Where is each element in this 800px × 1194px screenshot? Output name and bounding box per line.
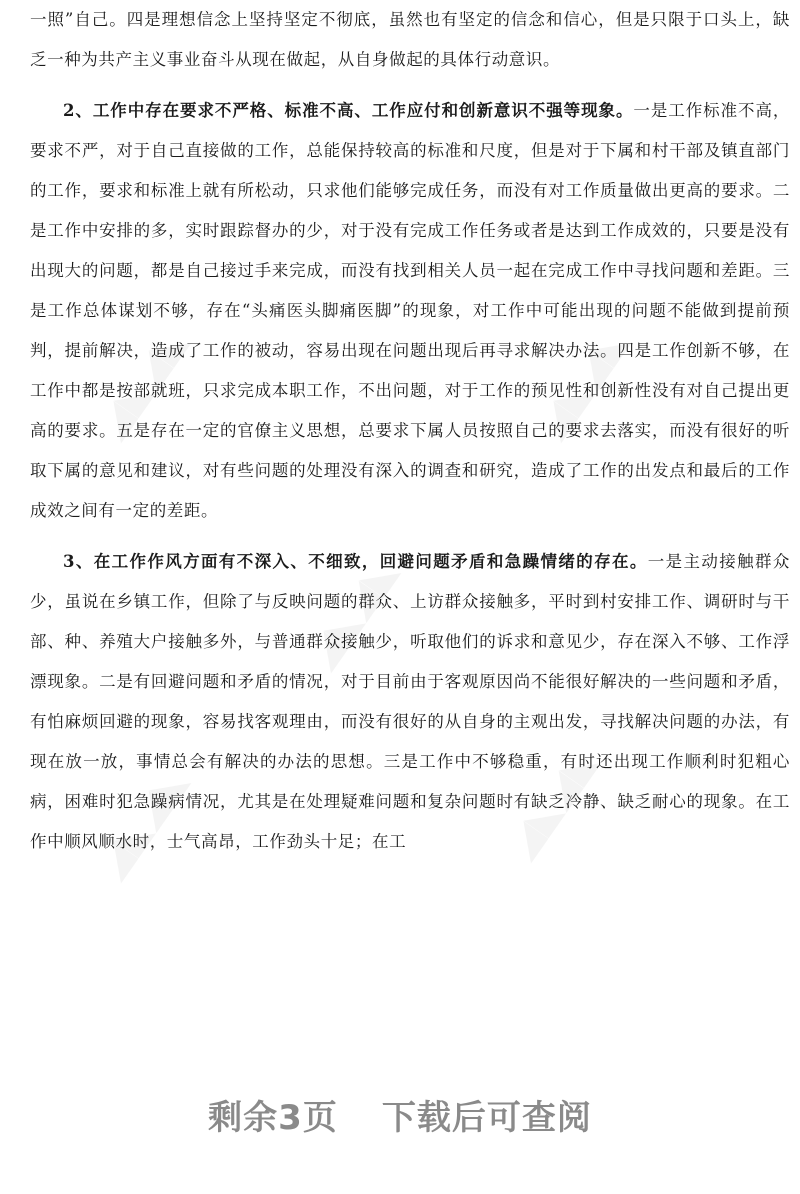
section-2-paragraph <box>30 91 790 531</box>
remaining-pages-label: 剩余3页 <box>208 1098 338 1138</box>
download-prompt-banner[interactable] <box>0 1090 800 1146</box>
download-to-view-label: 下载后可查阅 <box>381 1098 592 1138</box>
document-body <box>30 0 790 862</box>
continuation-text: 一照”自己。四是理想信念上坚持坚定不彻底，虽然也有坚定的信念和信心，但是只限于口头上，缺乏一种为共产主义事业奋斗从现在做起，从自身做起的具体行动意识。 <box>30 10 790 69</box>
section-2-body: 一是工作标准不高，要求不严，对于自己直接做的工作，总能保持较高的标准和尺度，但是对于下属和村干部及镇直部门的工作，要求和标准上就有所松动，只求他们能够完成任务，而没有对工作质量做出更高的要求。二是工作中安排的多，实时跟踪督办的少，对于没有完成工作任务或者是达到工作成效的，只要是没有出现大的问题，都是自己接过手来完成，而没有找到相关人员一起在完成工作中寻找问题和差距。三是工作总体谋划不够，存在“头痛医头脚痛医脚”的现象，对工作中可能出现的问题不能做到提前预判，提前解决，造成了工作的被动，容易出现在问题出现后再寻求解决办法。四是工作创新不够，在工作中都是按部就班，只求完成本职工作，不出问题，对于工作的预见性和创新性没有对自己提出更高的要求。五是存在一定的官僚主义思想，总要求下属人员按照自己的要求去落实，而没有很好的听取下属的意见和建议，对有些问题的处理没有深入的调查和研究，造成了工作的出发点和最后的工作成效之间有一定的差距。 <box>30 101 791 520</box>
continuation-paragraph <box>30 0 790 80</box>
section-3-body: 一是主动接触群众少，虽说在乡镇工作，但除了与反映问题的群众、上访群众接触多，平时到村安排工作、调研时与干部、种、养殖大户接触多外，与普通群众接触少，听取他们的诉求和意见少，存在深入不够、工作浮漂现象。二是有回避问题和矛盾的情况，对于目前由于客观原因尚不能很好解决的一些问题和矛盾，有怕麻烦回避的现象，容易找客观理由，而没有很好的从自身的主观出发，寻找解决问题的办法，有现在放一放，事情总会有解决的办法的思想。三是工作中不够稳重，有时还出现工作顺利时犯粗心病，困难时犯急躁病情况，尤其是在处理疑难问题和复杂问题时有缺乏冷静、缺乏耐心的现象。在工作中顺风顺水时，士气高昂，工作劲头十足；在工 <box>30 552 790 851</box>
section-3-paragraph <box>30 542 790 862</box>
section-3-heading: 3、在工作作风方面有不深入、不细致，回避问题矛盾和急躁情绪的存在。 <box>63 552 648 571</box>
section-2-heading: 2、工作中存在要求不严格、标准不高、工作应付和创新意识不强等现象。 <box>63 101 634 120</box>
